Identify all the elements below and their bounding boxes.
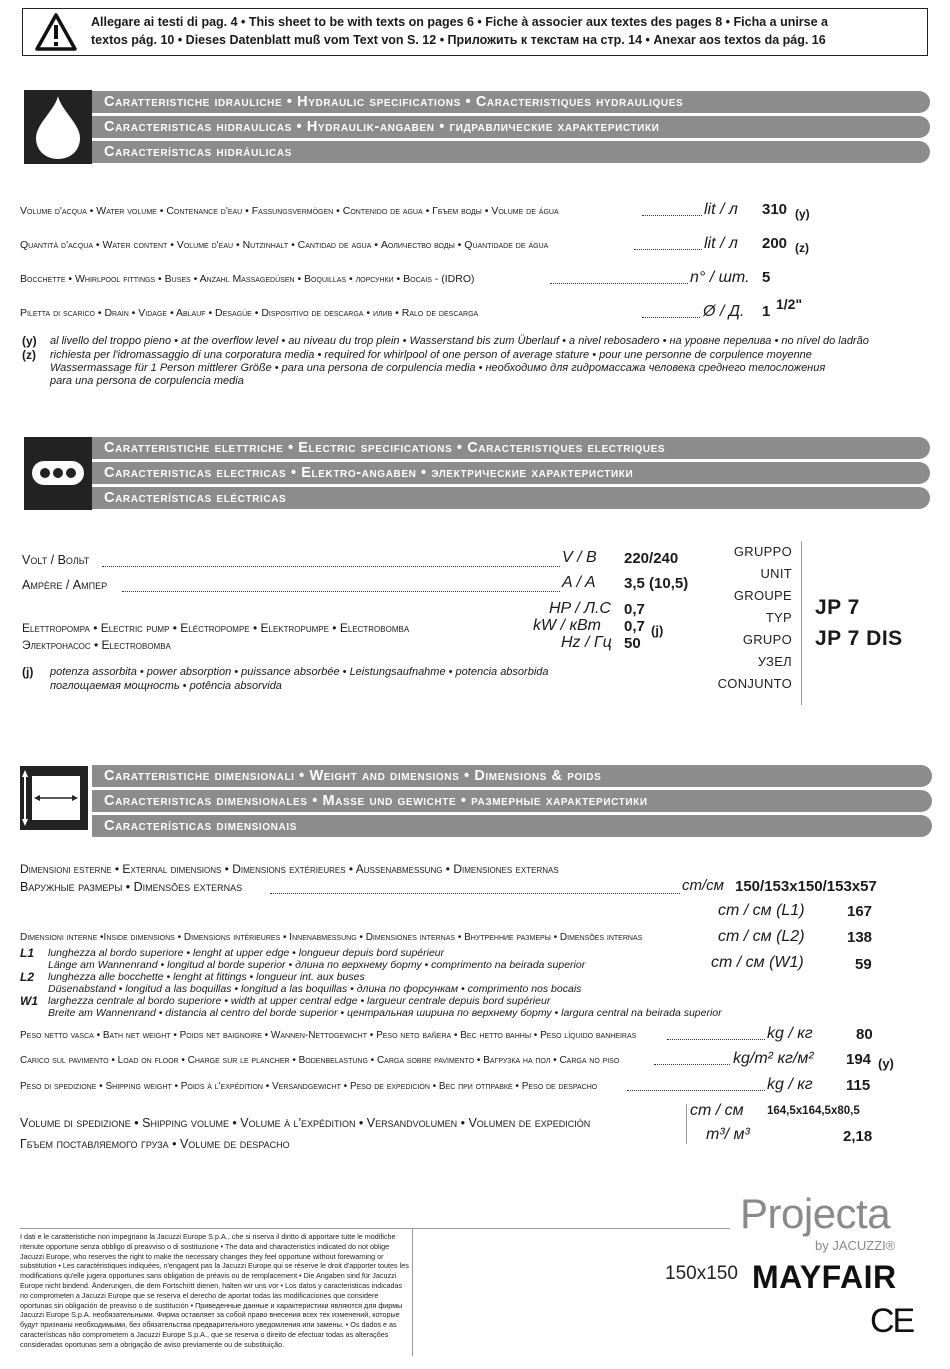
water-volume-unit: lit / л: [704, 201, 738, 218]
water-content-value: 200: [762, 235, 788, 252]
dot-leader: [642, 215, 702, 216]
note-z-text-3: para una persona de corpulencia media: [50, 375, 244, 387]
drain-unit: Ø / Д.: [703, 303, 745, 320]
hydraulic-title-2: Caracteristicas hidraulicas • Hydraulik-angaben • гидравлические характеристики: [92, 116, 930, 138]
floor-load-value: 194: [846, 1051, 872, 1068]
external-dims-value: 150/153x150/153x57: [735, 878, 877, 895]
dot-leader: [642, 317, 700, 318]
fittings-label: Bocchette • Whirlpool fittings • Buses • Anzahl Massagedüsen • Boquillas • лорсунки • Bocais - (IDRO): [20, 273, 475, 285]
kw-value: 0,7: [624, 618, 645, 635]
dimensions-title-2: Caracteristicas dimensionales • Masse und gewichte • размерные характеристики: [92, 790, 932, 812]
model-size: 150x150: [665, 1263, 738, 1284]
drain-label: Piletta di scarico • Drain • Vidage • Ablauf • Desagüe • Dispositivo de descarga • илив • Ralo de descarga: [20, 307, 479, 319]
electric-title-2: Caracteristicas electricas • Elektro-angaben • электрические характеристики: [92, 462, 930, 484]
group-label-gruppo: GRUPPO: [733, 544, 792, 559]
shipping-weight-value: 115: [846, 1077, 871, 1094]
note-j-key: (j): [22, 665, 34, 679]
note-j-text-1: potenza assorbita • power absorption • puissance absorbée • Leistungsaufnahme • potencia absorbida: [50, 666, 549, 678]
w1-key: W1: [20, 994, 38, 1008]
shipping-volume-label-1: Volume di spedizione • Shipping volume • Volume à l'expédition • Versandvolumen • Volumen de expedición: [20, 1116, 591, 1130]
disclaimer-text: I dati e le caratteristiche non impegnano la Jacuzzi Europe S.p.A., che si riserva il diritto di apportare tutte le modifiche ritenute opportune senza obbligo di preavviso o di sostituzione • The data and characteristics indicated do not oblige Jacuzzi Europe, who reserves the right to make the necessary changes they feel opportune without forewarning or substitution • Les caractéristiques indiquées, n'engagent pas la Jacuzzi Europe qui se réserve le droit d'apporter toutes les modifications qu'elle jugera opportunes sans obligation de préavis ou de remplacement • Die Angaben sind für Jacuzzi Europe nicht bindend. Änderungen, die dem Fortschritt dienen, halten wir uns vor • Los datos y caracteristicas indicadas no comprometen a Jacuzzi Europe que se reserva el derecho de aportar todas las modificaciones que considere oportunas sin obligación de preaviso o de sustitución • Приведенные данные и характеристики являются для фирмы Jacuzzi Europe S.p.A. необязательными. Фирма оставляет за собой право внесения всех тех изменений, которые будут признаны необходимыми, без обязательства предварительного уведомления или замены. • Os dados e as características não comprometem a Jacuzzi Europe S.p.A., que se reserva o direito de efectuar todas as alterações consideradas oportunas sem a obrigação de aviso previamente ou de substituição.: [20, 1232, 409, 1349]
brand-sub: by JACUZZI®: [815, 1238, 896, 1253]
external-dims-label-1: Dimensioni esterne • External dimensions • Dimensions extérieures • Außenabmessung • Dimensiones externas: [20, 862, 559, 876]
group-divider: [801, 541, 802, 705]
dimensions-icon-box: [20, 766, 88, 830]
net-weight-value: 80: [856, 1026, 873, 1043]
water-content-unit: lit / л: [704, 235, 738, 252]
shipping-volume-value-2: 2,18: [843, 1128, 873, 1145]
volt-value: 220/240: [624, 550, 679, 567]
hydraulic-title-1: Caratteristiche idrauliche • Hydraulic specifications • Caracteristiques hydrauliques: [92, 91, 930, 113]
note-y-text: al livello del troppo pieno • at the overflow level • au niveau du trop plein • Wasserstand bis zum Überlauf • a nivel rebosadero • на уровне перелива • no nível do ladrão: [50, 335, 869, 347]
dot-leader: [550, 283, 688, 284]
w1-text-2: Breite am Wannenrand • distancia al centro del borde superior • центральная ширина по верхнему борту • largura central na beirada superior: [48, 1007, 722, 1019]
volt-unit: V / В: [562, 549, 597, 566]
notice-text: [91, 13, 921, 49]
hz-unit: Hz / Гц: [561, 634, 612, 651]
external-dims-label-2: Варужные размеры • Dimensões externas: [20, 880, 243, 894]
w1-value: 59: [855, 956, 872, 973]
shipping-weight-label: Peso di spedizione • Shipping weight • Poids à l'expédition • Versandgewicht • Peso de expedición • Вес при отправке • Peso de despacho: [20, 1081, 598, 1092]
hz-value: 50: [624, 635, 641, 652]
water-volume-mark: (y): [795, 207, 810, 221]
drain-value: 1: [762, 303, 771, 320]
dot-leader: [654, 1064, 730, 1065]
group-label-unit: UNIT: [760, 566, 792, 581]
drain-value-fraction: 1/2": [776, 296, 803, 312]
fittings-value: 5: [762, 269, 771, 286]
shipping-weight-unit: kg / кг: [767, 1076, 813, 1093]
floor-load-unit: kg/m² кг/м²: [733, 1050, 814, 1067]
dot-leader: [122, 591, 560, 592]
net-weight-unit: kg / кг: [767, 1025, 813, 1042]
dot-leader: [627, 1090, 765, 1091]
external-dims-unit: cm/см: [682, 877, 724, 894]
dot-leader: [634, 249, 702, 250]
electric-title-1: Caratteristiche elettriche • Electric specifications • Caracteristiques electriques: [92, 437, 930, 459]
group-label-uzel: УЗЕЛ: [757, 654, 792, 669]
kw-mark: (j): [651, 623, 664, 638]
water-drop-icon-box: [24, 90, 92, 164]
w1-unit: cm / см (W1): [711, 954, 804, 971]
floor-load-label: Carico sul pavimento • Load on floor • Charge sur le plancher • Bodenbelastung • Carga sobre pavimento • Вагрузка на пол • Carga no piso: [20, 1055, 620, 1066]
volt-label: Volt / Вольт: [22, 553, 90, 567]
note-y-key: (y): [22, 334, 37, 348]
ampere-label: Ampère / Ампер: [22, 578, 108, 592]
shipping-volume-label-2: Гбъем поставляемого груза • Volume de despacho: [20, 1137, 290, 1151]
notice-box: [22, 8, 928, 56]
pump-label-1: Elettropompa • Electric pump • Eléctropompe • Elektropumpe • Electrobomba: [22, 621, 410, 635]
l1-text-1: lunghezza al bordo superiore • lenght at upper edge • longueur depuis bord supérieur: [48, 947, 445, 959]
l1-unit: cm / см (L1): [718, 902, 805, 919]
dimensions-icon: [20, 766, 88, 830]
l2-unit: cm / см (L2): [718, 928, 805, 945]
l2-text-1: lunghezza alle bocchette • lenght at fittings • longueur int. aux buses: [48, 971, 365, 983]
socket-icon: [24, 437, 92, 510]
dimensions-title-1: Caratteristiche dimensionali • Weight and dimensions • Dimensions & poids: [92, 765, 932, 787]
shipping-volume-unit-1: cm / см: [690, 1102, 744, 1119]
volume-divider: [686, 1104, 687, 1144]
l2-value: 138: [847, 929, 873, 946]
group-label-groupe: GROUPE: [733, 588, 792, 603]
notice-line-2: textos pág. 10 • Dieses Datenblatt muß vom Text von S. 12 • Приложить к текстам на стр. 14 • Anexar aos textos da pág. 16: [91, 33, 826, 47]
brand-logo: Projecta: [740, 1190, 891, 1237]
w1-text-1: larghezza centrale al bordo superiore • width at upper central edge • largueur centrale depuis bord supérieur: [48, 995, 551, 1007]
footer-divider: [412, 1228, 413, 1356]
l2-text-2: Düsenabstand • longitud a las boquillas • longitud a las boquillas • длина по форсункам • comprimento nos bocais: [48, 983, 582, 995]
electric-title-3: Características eléctricas: [92, 487, 930, 509]
dot-leader: [667, 1039, 765, 1040]
shipping-volume-value-1: 164,5x164,5x80,5: [767, 1105, 860, 1117]
electric-icon-box: [24, 437, 92, 510]
floor-load-mark: (y): [878, 1056, 894, 1071]
hp-unit: HP / Л.С: [549, 600, 611, 617]
dot-leader: [102, 566, 560, 567]
water-content-mark: (z): [795, 241, 809, 255]
ampere-unit: A / A: [562, 574, 596, 591]
group-label-grupo: GRUPO: [742, 632, 792, 647]
group-label-typ: TYP: [765, 610, 792, 625]
l1-key: L1: [20, 946, 35, 960]
dimensions-title-3: Características dimensionais: [92, 815, 932, 837]
water-volume-label: Volume d'acqua • Water volume • Contenance d'eau • Fassungsvermögen • Contenido de agua • Гбъем воды • Volume de água: [20, 205, 559, 217]
ampere-value: 3,5 (10,5): [624, 575, 689, 592]
group-label-conjunto: CONJUNTO: [717, 676, 792, 691]
l1-value: 167: [847, 903, 873, 920]
l2-key: L2: [20, 970, 35, 984]
water-volume-value: 310: [762, 201, 788, 218]
hydraulic-title-3: Características hidráulicas: [92, 141, 930, 163]
l1-text-2: Länge am Wannenrand • longitud al borde superior • длина по верхнему борту • comprimento na beirada superior: [48, 959, 586, 971]
note-z-key: (z): [22, 348, 36, 362]
water-content-label: Quantità d'acqua • Water content • Volume d'eau • Nutzinhalt • Cantidad de agua • Аоличество воды • Quantidade de água: [20, 239, 549, 251]
note-j-text-2: поглощаемая мощность • potência absorvida: [50, 680, 282, 692]
fittings-unit: n° / шт.: [690, 269, 750, 286]
model-name: MAYFAIR: [752, 1259, 897, 1295]
pump-unit-1: JP 7: [815, 596, 860, 619]
notice-line-1: Allegare ai testi di pag. 4 • This sheet to be with texts on pages 6 • Fiche à associer aux textes des pages 8 • Ficha a unirse a: [91, 15, 828, 29]
pump-unit-2: JP 7 DIS: [815, 627, 903, 650]
pump-label-2: Электронасос • Electrobomba: [22, 638, 171, 652]
warning-icon: [35, 13, 77, 51]
hp-value: 0,7: [624, 601, 645, 618]
footer-rule: [20, 1228, 730, 1229]
ce-mark: CE: [870, 1302, 914, 1340]
net-weight-label: Peso netto vasca • Bath net weight • Poids net baignoire • Wannen-Nettogewicht • Peso neto bañera • Вес нетто ванны • Peso líquido banheiras: [20, 1030, 637, 1041]
shipping-volume-unit-2: m³/ м³: [706, 1126, 750, 1143]
water-drop-icon: [24, 90, 92, 164]
internal-dims-label: Dimensioni interne •Inside dimensions • Dimensions intérieures • Innenabmessung • Dimensiones internas • Внутренние размеры • Dimensões internas: [20, 932, 643, 943]
kw-unit: kW / кВт: [533, 617, 601, 634]
note-z-text-1: richiesta per l'idromassaggio di una corporatura media • required for whirlpool of one person of average stature • pour une personne de corpulence moyenne: [50, 349, 812, 361]
dot-leader: [270, 893, 680, 894]
note-z-text-2: Wassermassage für 1 Person mittlerer Größe • para una persona de corpulencia media • необходимо для гидромассажа человека среднего телосложения: [50, 362, 826, 374]
